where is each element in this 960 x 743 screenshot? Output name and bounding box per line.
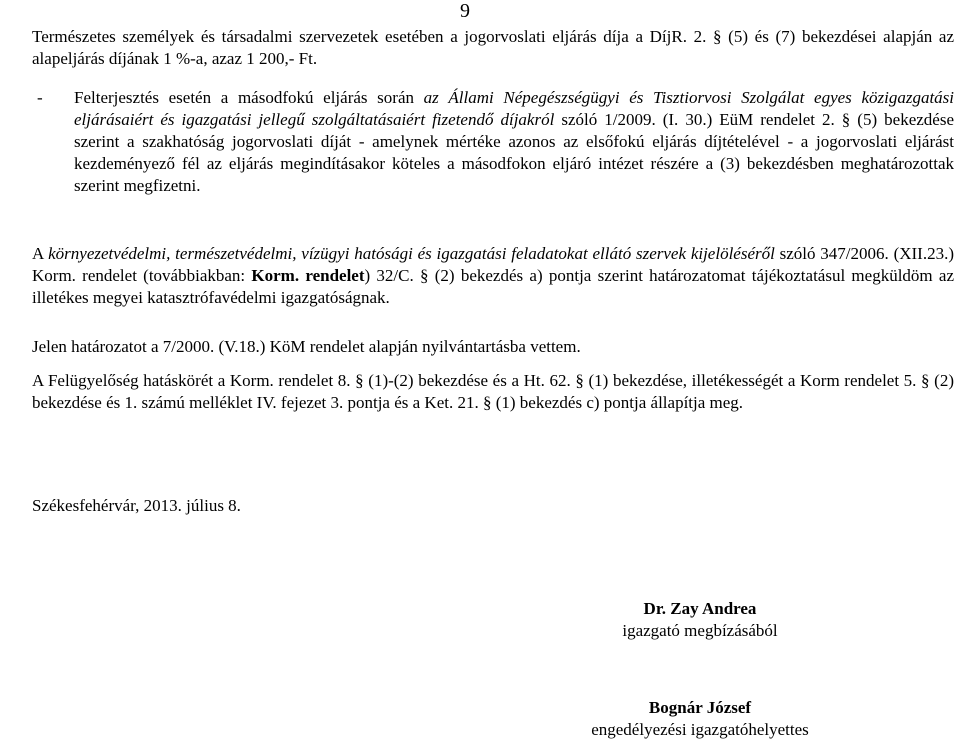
- signatory-name: Dr. Zay Andrea: [643, 599, 757, 618]
- paragraph-fee-natural-persons: Természetes személyek és társadalmi szervezetek esetében a jogorvoslati eljárás díja a DíjR. 2. § (5) és (7) bekezdései alapján az alapeljárás díjának 1 %-a, azaz 1 200,- Ft.: [32, 27, 954, 68]
- notification-abbrev: Korm. rendelet: [251, 266, 365, 285]
- list-bullet: -: [37, 88, 43, 107]
- place-and-date: Székesfehérvár, 2013. július 8.: [32, 496, 241, 515]
- notification-lead: A: [32, 244, 49, 263]
- page-number: 9: [460, 0, 470, 22]
- paragraph-registration: Jelen határozatot a 7/2000. (V.18.) KöM rendelet alapján nyilvántartásba vettem.: [32, 337, 581, 356]
- appeal-fee-regulation-title: az Állami Népegészségügyi és Tisztiorvosi Szolgálat egyes közigazgatási eljárásaiért és igazgatási jellegű szolgáltatásaiért fizetendő díjakról: [74, 88, 955, 129]
- signatory-title: engedélyezési igazgatóhelyettes: [591, 720, 809, 739]
- signature-block-2: [520, 697, 880, 741]
- appeal-fee-lead: Felterjesztés esetén a másodfokú eljárás során: [74, 88, 424, 107]
- paragraph-notification: [32, 243, 954, 309]
- appeal-fee-rest: szóló 1/2009. (I. 30.) EüM rendelet 2. § (5) bekezdése szerint a szakhatóság jogorvoslati díját - amelynek mértéke azonos az elsőfokú eljárás díjtételével - a jogorvoslati eljárást kezdeményező fél az eljárás megindításakor köteles a másodfokon eljáró intézet részére a (3) bekezdésben meghatározottak szerint megfizetni.: [74, 110, 954, 195]
- signatory-title: igazgató megbízásából: [622, 621, 778, 640]
- signatory-name: Bognár József: [648, 698, 752, 717]
- notification-regulation-title: környezetvédelmi, természetvédelmi, vízügyi hatósági és igazgatási feladatokat ellátó szervek kijelöléséről: [48, 244, 775, 263]
- notification-mid: szóló 347/2006. (XII.23.) Korm. rendelet (továbbiakban:: [32, 244, 954, 285]
- paragraph-competence: A Felügyelőség hatáskörét a Korm. rendelet 8. § (1)-(2) bekezdése és a Ht. 62. § (1) bekezdése, illetékességét a Korm rendelet 5. § (2) bekezdése és 1. számú melléklet IV. fejezet 3. pontja és a Ket. 21. § (1) bekezdés c) pontja állapítja meg.: [32, 371, 954, 412]
- paragraph-appeal-fee: [74, 87, 954, 197]
- notification-rest: ) 32/C. § (2) bekezdés a) pontja szerint határozatomat tájékoztatásul megküldöm az illetékes megyei katasztrófavédelmi igazgatóságnak.: [32, 266, 954, 307]
- signature-block-1: [520, 598, 880, 642]
